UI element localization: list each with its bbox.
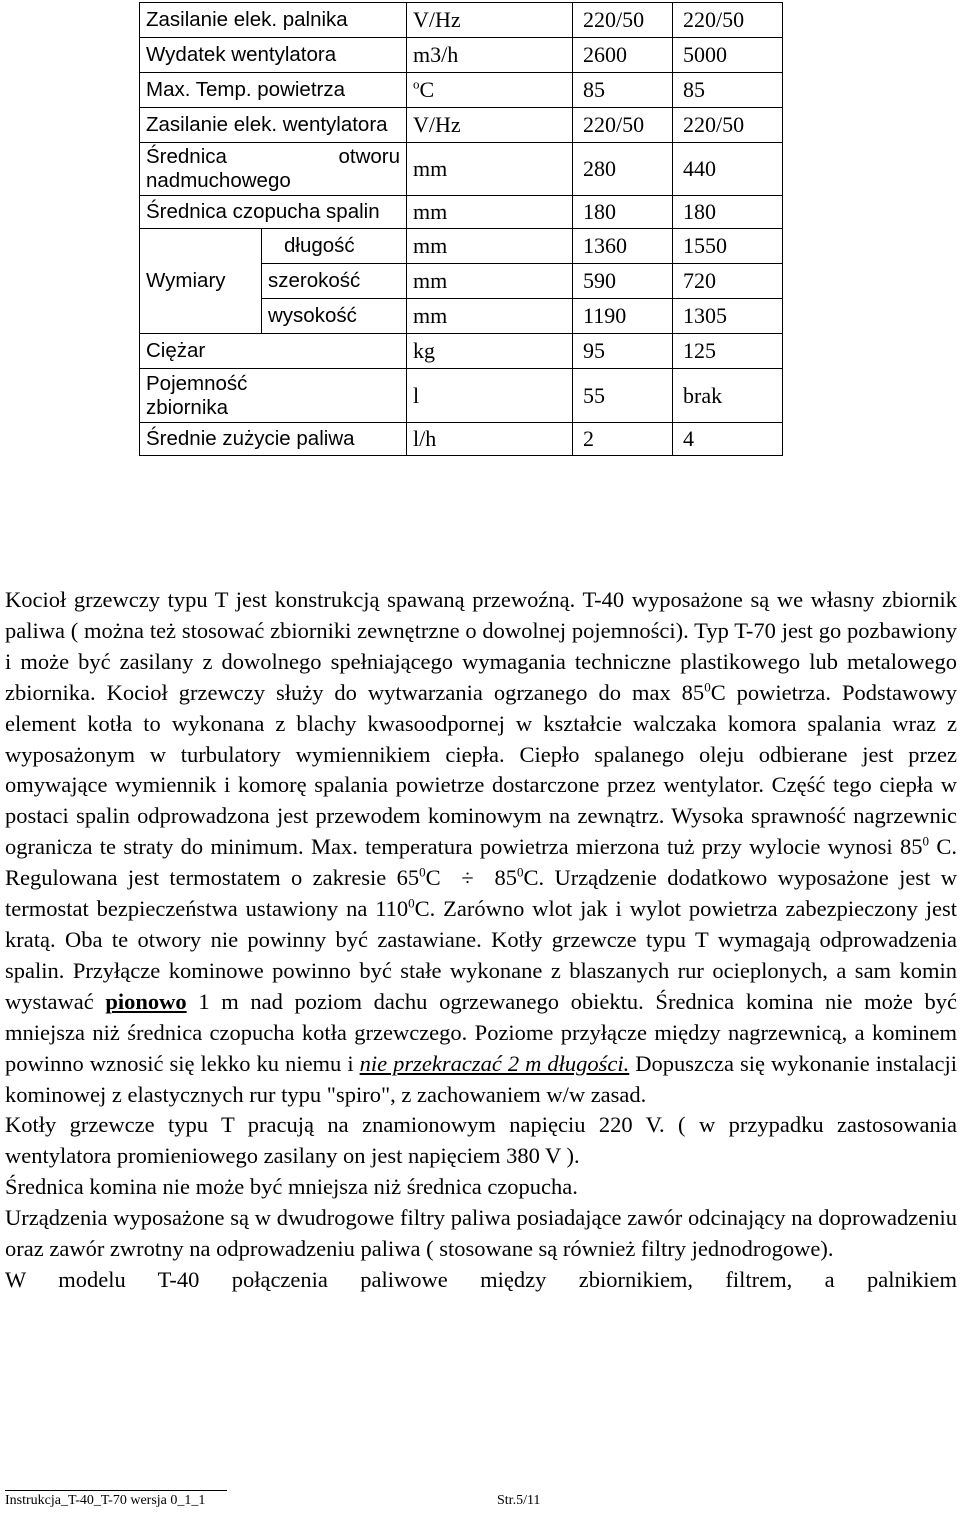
spec-value-t70: 220/50 [673,3,783,38]
spec-label [140,143,407,196]
table-row [140,143,783,196]
table-row [140,196,783,229]
spec-value-t70: 4 [673,423,783,456]
spec-value-t40: 85 [573,73,673,108]
label-part: nadmuchowego [146,169,291,192]
text-run: Kocioł grzewczy typu T jest konstrukcją spawaną przewoźną. T-40 wyposażone są we własny zbiornik paliwa ( można też stosować zbiorniki zewnętrzne o dowolnej pojemności). Typ T-70 jest go pozbawiony i może być zasilany z dowolnego spełniającego wymagania techniczne plastikowego lub metalowego zbiornika. Kocioł grzewczy służy do wytwarzania ogrzanego do max 85 [5,587,957,705]
spec-unit: mm [407,229,573,264]
table-row [140,73,783,108]
body-text [5,585,957,1296]
spec-value-t40: 590 [573,264,673,299]
page-footer [5,1492,960,1512]
table-row [140,229,783,264]
degree-sup: o [413,76,420,92]
paragraph-description [5,585,957,1110]
spec-label: Ciężar [140,334,407,369]
footer-rule [5,1490,227,1491]
spec-value-t70: 125 [673,334,783,369]
label-part: Pojemność [146,371,248,395]
spec-unit: kg [407,334,573,369]
text-run: C. Urządzenie dodatkowo wyposażone jest w termostat bezpieczeństwa ustawiony na 110 [5,865,958,922]
dimensions-label: Wymiary [140,229,262,334]
table-row [140,38,783,73]
degree-sup: 0 [419,864,426,880]
spec-label: Zasilanie elek. palnika [140,3,407,38]
spec-value-t70: 720 [673,264,783,299]
dimension-label: szerokość [262,264,407,299]
spec-unit: l [407,369,573,423]
spec-value-t40: 2600 [573,38,673,73]
spec-label: Średnica czopucha spalin [140,196,407,229]
division-sign: ÷ [461,865,474,891]
text-run: 85 [494,865,517,891]
spec-value-t40: 2 [573,423,673,456]
spec-value-t70: 1550 [673,229,783,264]
spec-label: Max. Temp. powietrza [140,73,407,108]
paragraph-chimney: Średnica komina nie może być mniejsza niż średnica czopucha. [5,1174,578,1200]
spec-value-t40: 1190 [573,299,673,334]
label-part: zbiornika [146,395,229,419]
spec-value-t70: 1305 [673,299,783,334]
unit-base: C [419,77,435,102]
paragraph-voltage: Kotły grzewcze typu T pracują na znamionowym napięciu 220 V. ( w przypadku zastosowania wentylatora promieniowego zasilany on jest napięciem 380 V ). [5,1112,957,1169]
label-part: otworu [338,145,401,168]
text-run: C [425,865,441,891]
spec-value-t40: 220/50 [573,3,673,38]
spec-unit: l/h [407,423,573,456]
table-row [140,369,783,423]
degree-sup: 0 [704,679,711,695]
dimension-label: wysokość [262,299,407,334]
text-run: C powietrza. Podstawowy element kotła to wykonana z blachy kwasoodpornej w kształcie walczaka komora spalania wraz z wyposażonym w turbulatory wymiennikiem ciepła. Ciepło spalanego oleju odbierane jest przez omywające wymiennik i komorę spalania powietrze dostarczone przez wentylator. Część tego ciepła w postaci spalin odprowadzona jest przewodem kominowym na zewnątrz. Wysoka sprawność nagrzewnic ogranicza te straty do minimum. Max. temperatura powietrza mierzona tuż przy wylocie wynosi 85 [5,679,957,860]
spec-value-t70: 220/50 [673,108,783,143]
degree-sup: 0 [516,864,524,880]
dimension-label: długość [262,229,407,264]
spec-label: Wydatek wentylatora [140,38,407,73]
paragraph-t40-connections: W modelu T-40 połączenia paliwowe między zbiornikiem, filtrem, a palnikiem [5,1266,957,1292]
spec-unit: mm [407,196,573,229]
spec-label [140,369,407,423]
spec-unit: V/Hz [407,108,573,143]
spec-unit [407,73,573,108]
spec-value-t40: 55 [573,369,673,423]
table-row [140,423,783,456]
spec-label: Zasilanie elek. wentylatora [140,108,407,143]
spec-value-t70: brak [673,369,783,423]
degree-sup: 0 [408,895,415,911]
degree-sup: 0 [922,833,930,849]
spec-label: Średnie zużycie paliwa [140,423,407,456]
label-part: Średnica [146,145,227,168]
spec-value-t40: 1360 [573,229,673,264]
table-row [140,334,783,369]
spec-value-t70: 5000 [673,38,783,73]
spec-unit: mm [407,264,573,299]
spec-unit: V/Hz [407,3,573,38]
footer-document-name: Instrukcja_T-40_T-70 wersja 0_1_1 [5,1493,206,1508]
emphasis-italic: nie przekraczać 2 m długości. [359,1050,630,1076]
spec-unit: mm [407,143,573,196]
text-run: C. Zarówno wlot jak i wylot powietrza zabezpieczony jest kratą. Oba te otwory nie powinny być zastawiane. Kotły grzewcze typu T wymagają odprowadzenia spalin. Przyłącze kominowe powinno być stałe wykonane z blaszanych rur ocieplonych, a sam komin wystawać [5,896,957,1014]
spec-value-t70: 440 [673,143,783,196]
spec-value-t40: 95 [573,334,673,369]
table-row [140,108,783,143]
spec-unit: m3/h [407,38,573,73]
text-run: 1 m nad poziom dachu ogrzewanego obiektu. Średnica komina nie może być mniejsza niż średnica czopucha kotła grzewczego. Poziome przyłącze między nagrzewnicą, a kominem powinno wznosić się lekko ku niemu i [5,988,957,1076]
text-run: C. Regulowana jest termostatem o zakresie 65 [5,834,957,891]
spec-table [139,2,783,456]
table-row [140,3,783,38]
spec-value-t40: 180 [573,196,673,229]
spec-value-t70: 85 [673,73,783,108]
spec-value-t40: 280 [573,143,673,196]
paragraph-filters: Urządzenia wyposażone są w dwudrogowe filtry paliwa posiadające zawór odcinający na doprowadzeniu oraz zawór zwrotny na odprowadzeniu paliwa ( stosowane są również filtry jednodrogowe). [5,1205,957,1262]
emphasis-bold: pionowo [105,988,187,1014]
spec-value-t70: 180 [673,196,783,229]
spec-unit: mm [407,299,573,334]
text-run: Dopuszcza się wykonanie instalacji kominowej z elastycznych rur typu "spiro", z zachowaniem w/w zasad. [5,1050,958,1107]
spec-value-t40: 220/50 [573,108,673,143]
footer-page-number: Str.5/11 [497,1493,541,1508]
